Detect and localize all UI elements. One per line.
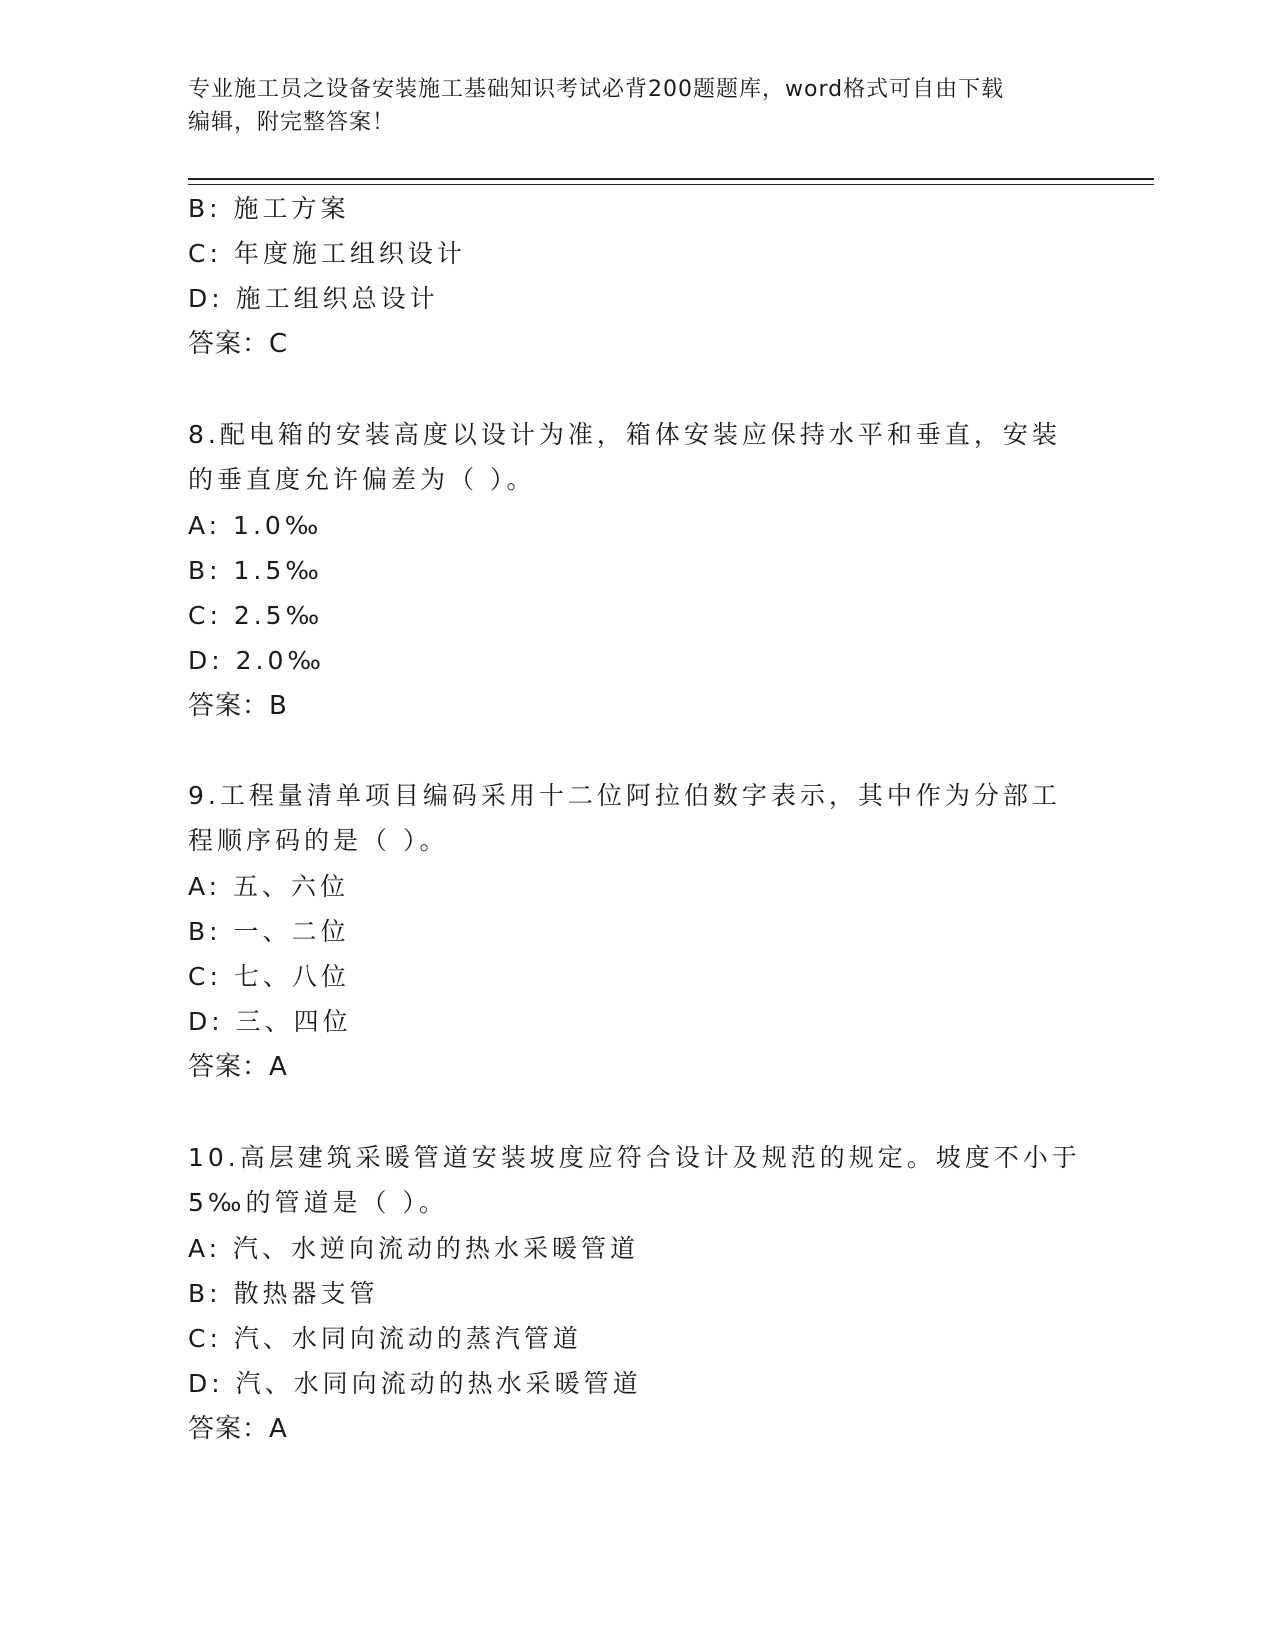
q10-option-c: C: 汽、水同向流动的蒸汽管道 [188,1324,582,1353]
q10-answer: 答案：A [188,1414,288,1444]
q7-option-b: B: 施工方案 [188,194,350,223]
q9-option-b: B: 一、二位 [188,917,350,946]
q8-stem-line-1: 8.配电箱的安装高度以设计为准，箱体安装应保持水平和垂直，安装 [188,420,1061,449]
q8-option-d: D: 2.0‰ [188,646,325,675]
q10-option-b: B: 散热器支管 [188,1279,379,1308]
q8-option-c: C: 2.5‰ [188,601,324,630]
q9-answer: 答案：A [188,1052,288,1082]
q9-stem-line-2: 程顺序码的是（ ）。 [188,826,449,855]
document-header [188,73,1088,139]
header-line-1: 专业施工员之设备安装施工基础知识考试必背200题题库，word格式可自由下载 [188,77,1005,102]
q7-option-c: C: 年度施工组织设计 [188,239,466,268]
q10-option-d: D: 汽、水同向流动的热水采暖管道 [188,1369,642,1398]
q9-option-c: C: 七、八位 [188,962,350,991]
q8-option-a: A: 1.0‰ [188,511,323,540]
q7-answer: 答案：C [188,329,289,359]
header-divider-thick [188,178,1154,180]
q10-stem-line-2: 5‰的管道是（ ）。 [188,1188,448,1217]
q8-option-b: B: 1.5‰ [188,556,323,585]
q9-option-d: D: 三、四位 [188,1007,352,1036]
q10-stem-line-1: 10.高层建筑采暖管道安装坡度应符合设计及规范的规定。坡度不小于 [188,1143,1081,1172]
header-line-2: 编辑，附完整答案！ [188,110,396,135]
q7-option-d: D: 施工组织总设计 [188,284,439,313]
q9-stem-line-1: 9.工程量清单项目编码采用十二位阿拉伯数字表示，其中作为分部工 [188,781,1061,810]
q10-option-a: A: 汽、水逆向流动的热水采暖管道 [188,1234,640,1263]
header-divider-thin [188,184,1154,185]
q9-option-a: A: 五、六位 [188,872,350,901]
q8-stem-line-2: 的垂直度允许偏差为（ ）。 [188,465,536,494]
q8-answer: 答案：B [188,691,288,721]
